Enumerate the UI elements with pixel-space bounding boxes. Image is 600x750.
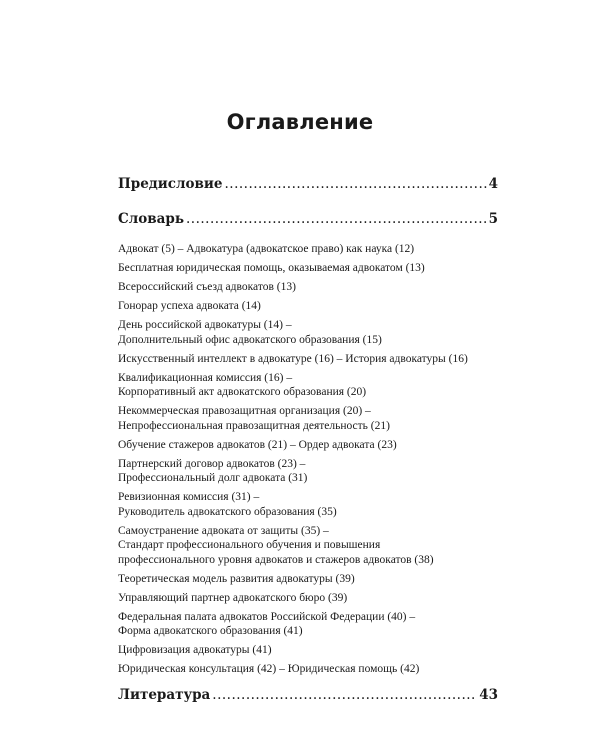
glossary-entry — [118, 318, 498, 347]
entry-line: Руководитель адвокатского образования (35) — [118, 505, 337, 518]
section-label: Предисловие — [118, 176, 223, 192]
glossary-entry — [118, 371, 498, 400]
table-of-contents — [118, 176, 498, 704]
glossary-entry — [118, 261, 498, 276]
page-title: Оглавление — [226, 110, 374, 134]
entry-line: Бесплатная юридическая помощь, оказываемая адвокатом (13) — [118, 262, 425, 274]
entry-line: Корпоративный акт адвокатского образования (20) — [118, 386, 367, 398]
entry-line: Цифровизация адвокатуры (41) — [118, 644, 272, 656]
entry-line: Федеральная палата адвокатов Российской Федерации (40) – — [118, 610, 416, 623]
section-page: 5 — [488, 211, 498, 227]
entry-line: Стандарт профессионального обучения и повышения — [118, 539, 381, 551]
glossary-entry — [118, 242, 498, 257]
glossary-entry — [118, 610, 498, 639]
dot-leader — [225, 176, 487, 193]
entry-line: Теоретическая модель развития адвокатуры (39) — [118, 572, 355, 585]
entry-line: День российской адвокатуры (14) – — [118, 319, 292, 331]
dot-leader — [186, 211, 487, 228]
section-page: 43 — [479, 686, 498, 703]
entry-line: Гонорар успеха адвоката (14) — [118, 300, 261, 312]
glossary-entry — [118, 352, 498, 367]
entry-line: Адвокат (5) – Адвокатура (адвокатское право) как наука (12) — [118, 243, 415, 255]
entry-line: Форма адвокатского образования (41) — [118, 625, 303, 637]
glossary-entry — [118, 643, 498, 658]
entry-line: Искусственный интеллект в адвокатуре (16) – История адвокатуры (16) — [118, 352, 468, 365]
glossary-entry — [118, 662, 498, 677]
toc-section-glossary — [118, 211, 498, 228]
entry-line: Обучение стажеров адвокатов (21) – Ордер адвоката (23) — [118, 438, 397, 451]
glossary-entry — [118, 591, 498, 606]
entry-line: Управляющий партнер адвокатского бюро (39) — [118, 591, 348, 604]
entry-line: Некоммерческая правозащитная организация (20) – — [118, 405, 371, 417]
entry-line: профессионального уровня адвокатов и стажеров адвокатов (38) — [118, 553, 434, 566]
entry-line: Юридическая консультация (42) – Юридическая помощь (42) — [118, 663, 420, 675]
section-page: 4 — [488, 176, 498, 192]
glossary-entry — [118, 404, 498, 433]
glossary-entry — [118, 438, 498, 453]
section-label: Литература — [118, 686, 211, 703]
glossary-entry — [118, 524, 498, 568]
glossary-entry — [118, 490, 498, 519]
section-label: Словарь — [118, 211, 184, 227]
entry-line: Дополнительный офис адвокатского образования (15) — [118, 333, 382, 346]
glossary-entry — [118, 572, 498, 587]
entry-line: Всероссийский съезд адвокатов (13) — [118, 281, 296, 293]
glossary-entry — [118, 280, 498, 295]
entry-line: Ревизионная комиссия (31) – — [118, 491, 260, 503]
entry-line: Самоустранение адвоката от защиты (35) – — [118, 524, 329, 537]
entry-line: Квалификационная комиссия (16) – — [118, 371, 293, 384]
entry-line: Партнерский договор адвокатов (23) – — [118, 457, 306, 470]
glossary-entry — [118, 457, 498, 486]
toc-section-literature — [118, 687, 498, 704]
glossary-entries — [118, 242, 498, 677]
toc-section-preface — [118, 176, 498, 193]
entry-line: Профессиональный долг адвоката (31) — [118, 472, 308, 484]
entry-line: Непрофессиональная правозащитная деятельность (21) — [118, 419, 390, 432]
dot-leader — [212, 687, 477, 704]
glossary-entry — [118, 299, 498, 314]
